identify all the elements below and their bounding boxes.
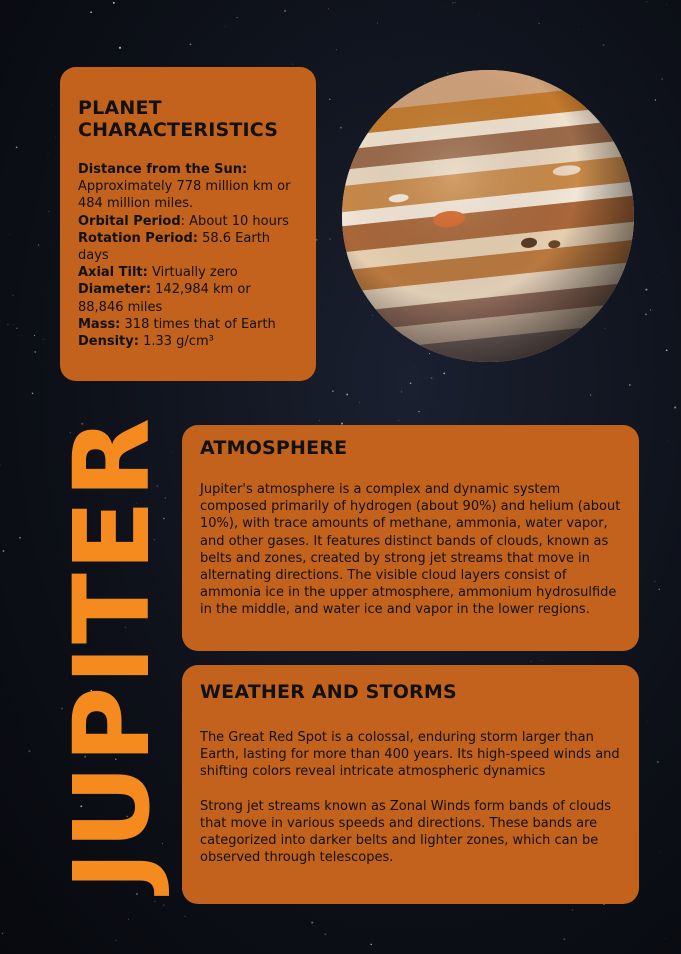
weather-storms-card (182, 665, 639, 904)
atmosphere-card (182, 425, 639, 651)
planet-characteristics-card (60, 67, 316, 381)
jupiter-planet-image (341, 69, 635, 363)
fact-axial-tilt: Axial Tilt: Virtually zero (78, 265, 238, 281)
fact-rotation-period: Rotation Period: 58.6 Earth days (78, 230, 271, 264)
jupiter-title: JUPITER (51, 415, 173, 890)
fact-density: Density: 1.33 g/cm³ (78, 334, 214, 350)
fact-distance: Distance from the Sun: Approximately 778 million km or 484 million miles. (78, 162, 291, 212)
fact-orbital-period: Orbital Period: About 10 hours (78, 213, 289, 229)
atmosphere-heading: ATMOSPHERE (200, 437, 348, 459)
facts-list (78, 161, 298, 350)
fact-diameter: Diameter: 142,984 km or 88,846 miles (78, 282, 251, 315)
great-red-spot-text: The Great Red Spot is a colossal, enduring storm larger than Earth, lasting for more than 400 years. Its high-speed winds and shifting colors reveal intricate atmospheric dynamics (200, 730, 620, 780)
atmosphere-text: Jupiter's atmosphere is a complex and dynamic system composed primarily of hydrogen (about 90%) and helium (about 10%), with trace amounts of methane, ammonia, water vapor, and other gases. It features distinct bands of clouds, known as belts and zones, created by strong jet streams that move in alternating directions. The visible cloud layers consist of ammonia ice in the upper atmosphere, ammonium hydrosulfide in the middle, and water ice and vapor in the lower regions. (200, 482, 621, 618)
weather-heading: WEATHER AND STORMS (200, 681, 457, 703)
fact-mass: Mass: 318 times that of Earth (78, 316, 276, 332)
characteristics-heading: PLANET CHARACTERISTICS (78, 97, 279, 141)
zonal-winds-text: Strong jet streams known as Zonal Winds form bands of clouds that move in various speeds and directions. These bands are categorized into darker belts and lighter zones, which can be observed through telescopes. (200, 798, 611, 866)
